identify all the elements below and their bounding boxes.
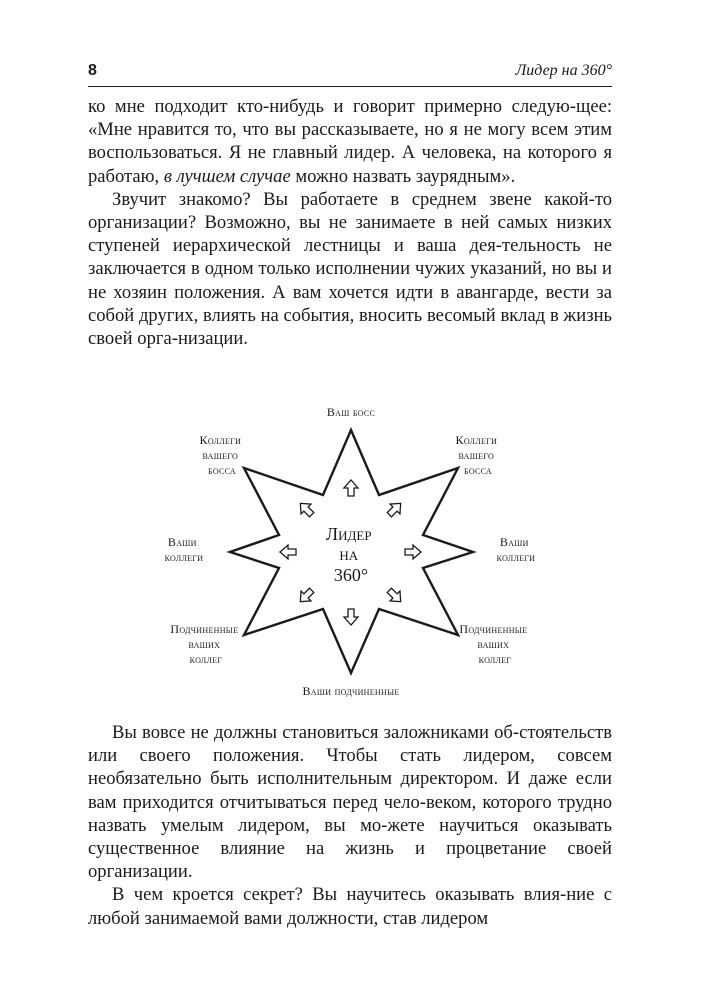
label-boss-peers-right-line-2: вашего	[458, 448, 495, 462]
label-peers-subordinates-left-line-3: коллег	[189, 652, 223, 666]
label-boss-peers-left-line-2: вашего	[202, 448, 239, 462]
arrow-up-icon	[344, 480, 358, 496]
running-title: Лидер на 360°	[515, 62, 612, 79]
label-your-peers-right-line-1: Ваши	[499, 535, 529, 549]
paragraph-1-emphasis: в лучшем случае	[163, 165, 291, 187]
label-your-boss: Ваш босс	[326, 405, 376, 419]
center-line-3: 360°	[333, 565, 369, 585]
bottom-text	[88, 721, 612, 930]
label-boss-peers-right	[456, 433, 501, 477]
arrow-up-right-icon	[384, 498, 405, 519]
center-label	[326, 524, 376, 585]
center-line-2: на	[339, 544, 359, 564]
label-your-peers-left-line-2: коллеги	[164, 550, 204, 564]
page-number: 8	[88, 62, 97, 79]
arrow-left-icon	[280, 545, 296, 559]
paragraph-4: В чем кроется секрет? Вы научитесь оказывать влия-ние с любой занимаемой вами должности, став лидером	[88, 884, 612, 929]
paragraph-2: Звучит знакомо? Вы работаете в среднем звене какой-то организации? Возможно, вы не занимаете в ней самых низких ступеней иерархической лестницы и ваша дея-тельность не заключается в одном только исполнении чужих указаний, но вы и не хозяин положения. А вам хочется идти в авангарде, вести за собой других, влиять на события, вносить весомый вклад в жизнь своей орга-низации.	[88, 188, 612, 350]
label-your-peers-right-line-2: коллеги	[496, 550, 536, 564]
label-boss-peers-right-line-3: босса	[464, 463, 492, 477]
label-peers-subordinates-right-line-2: ваших	[477, 637, 510, 651]
arrow-down-icon	[344, 609, 358, 625]
paragraph-1-part-2: можно назвать заурядным».	[290, 165, 516, 187]
arrow-right-icon	[405, 545, 421, 559]
label-peers-subordinates-right	[459, 622, 530, 666]
label-peers-subordinates-left-line-1: Подчиненные	[170, 622, 239, 636]
center-line-1: Лидер	[325, 524, 372, 544]
arrow-up-left-icon	[295, 498, 316, 519]
top-text	[88, 95, 612, 350]
label-peers-subordinates-right-line-1: Подчиненные	[459, 622, 528, 636]
label-your-peers-right	[497, 535, 536, 564]
label-peers-subordinates-left-line-2: ваших	[188, 637, 221, 651]
paragraph-3: Вы вовсе не должны становиться заложниками об-стоятельств или своего положения. Чтобы стать лидером, совсем необязательно быть исполнительным директором. И даже если вам приходится отчитываться перед чело-веком, которого трудно назвать умелым лидером, вы мо-жете научиться оказывать существенное влияние на жизнь и процветание своей организации.	[88, 722, 612, 883]
label-your-peers-left-line-1: Ваши	[167, 535, 197, 549]
arrow-down-right-icon	[384, 585, 405, 606]
label-your-peers-left	[165, 535, 204, 564]
arrow-down-left-icon	[295, 585, 316, 606]
label-peers-subordinates-left	[170, 622, 241, 666]
label-peers-subordinates-right-line-3: коллег	[478, 652, 512, 666]
label-boss-peers-left	[200, 433, 245, 477]
page-header	[88, 58, 612, 87]
leader-360-diagram	[0, 398, 701, 708]
label-boss-peers-right-line-1: Коллеги	[455, 433, 498, 447]
label-boss-peers-left-line-3: босса	[208, 463, 236, 477]
paragraph-1-part-1: ко мне подходит кто-нибудь и говорит примерно следую-щее: «Мне нравится то, что вы рассказываете, но я не могу всем этим воспользоваться. Я не главный лидер. А человека, на которого я работаю,	[88, 96, 612, 187]
label-boss-peers-left-line-1: Коллеги	[199, 433, 242, 447]
label-your-subordinates: Ваши подчиненные	[302, 684, 400, 698]
paragraph-1	[88, 95, 612, 188]
